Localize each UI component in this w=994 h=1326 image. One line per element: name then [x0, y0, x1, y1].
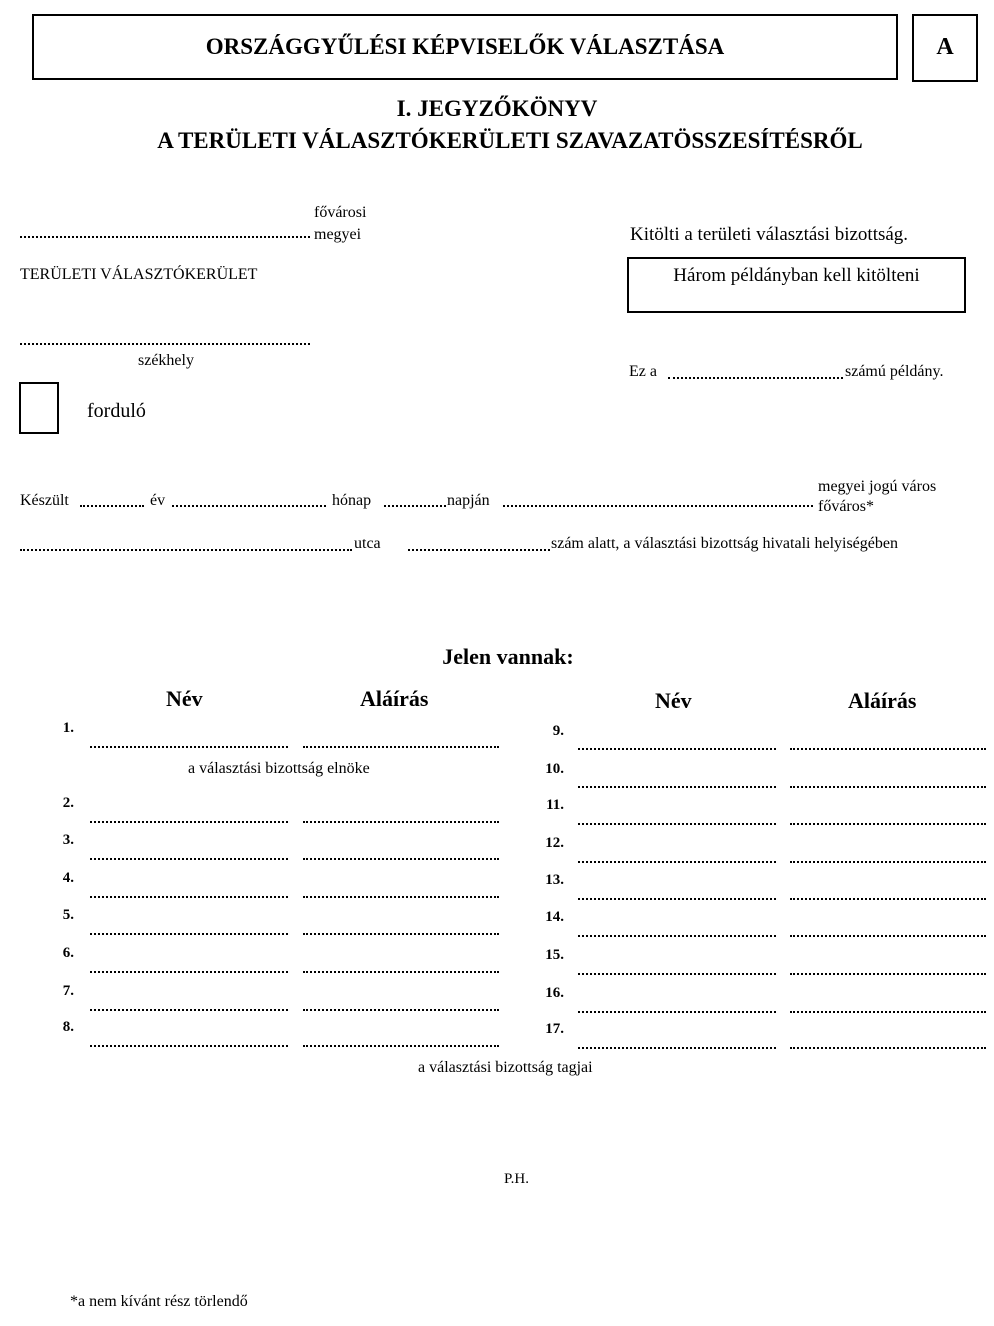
row-number: 4. — [62, 870, 74, 886]
present-heading: Jelen vannak: — [442, 644, 574, 669]
fordulo-label: forduló — [87, 400, 146, 422]
col-signature-left: Aláírás — [360, 686, 429, 711]
seat-dotted-line — [20, 343, 310, 345]
election-title-box — [32, 14, 898, 80]
name-line[interactable] — [578, 935, 776, 937]
signature-line[interactable] — [790, 973, 986, 975]
name-line[interactable] — [578, 861, 776, 863]
szekhely-label: székhely — [138, 352, 194, 369]
name-line[interactable] — [578, 973, 776, 975]
doc-title-line2: A TERÜLETI VÁLASZTÓKERÜLETI SZAVAZATÖSSZESÍTÉSRŐL — [157, 128, 863, 153]
signature-line[interactable] — [790, 786, 986, 788]
stamp-placeholder: P.H. — [504, 1171, 530, 1187]
fovaros-label: főváros* — [818, 498, 874, 515]
napjan-label: napján — [447, 492, 490, 509]
row-number: 8. — [62, 1019, 74, 1035]
row-number: 13. — [545, 872, 564, 888]
row-number: 15. — [545, 947, 564, 963]
signature-line[interactable] — [303, 896, 499, 898]
day-dotted-line — [384, 505, 446, 507]
doc-title-line1: I. JEGYZŐKÖNYV — [396, 96, 598, 121]
month-dotted-line — [172, 505, 326, 507]
signature-line[interactable] — [790, 861, 986, 863]
street-dotted-line — [20, 549, 352, 551]
name-line[interactable] — [578, 748, 776, 750]
row-number: 11. — [546, 797, 564, 813]
copy-number-dotted-line — [668, 377, 843, 379]
row-number: 12. — [545, 835, 564, 851]
copies-note-box — [627, 257, 966, 313]
fovarosi-label: fővárosi — [314, 204, 367, 221]
chair-caption: a választási bizottság elnöke — [188, 760, 370, 777]
row-number: 9. — [552, 723, 564, 739]
name-line[interactable] — [578, 823, 776, 825]
name-line[interactable] — [90, 1045, 288, 1047]
signature-line[interactable] — [790, 935, 986, 937]
signature-line[interactable] — [790, 748, 986, 750]
footnote: *a nem kívánt rész törlendő — [70, 1293, 248, 1310]
name-line[interactable] — [578, 1011, 776, 1013]
name-line[interactable] — [578, 898, 776, 900]
name-line[interactable] — [90, 933, 288, 935]
keszult-label: Készült — [20, 492, 69, 509]
row-number: 2. — [62, 795, 74, 811]
utca-label: utca — [354, 535, 381, 552]
row-number: 10. — [545, 761, 564, 777]
signature-line[interactable] — [303, 746, 499, 748]
signature-line[interactable] — [790, 1047, 986, 1049]
megyei-label: megyei — [314, 226, 362, 243]
members-caption: a választási bizottság tagjai — [418, 1059, 593, 1076]
col-name-right: Név — [655, 688, 692, 713]
megyei-jogu-label: megyei jogú város — [818, 478, 937, 495]
row-number: 17. — [545, 1021, 564, 1037]
name-line[interactable] — [90, 896, 288, 898]
signature-line[interactable] — [790, 823, 986, 825]
signature-line[interactable] — [303, 858, 499, 860]
name-line[interactable] — [90, 821, 288, 823]
row-number: 5. — [62, 907, 74, 923]
form-letter: A — [936, 34, 954, 60]
name-line[interactable] — [90, 1009, 288, 1011]
name-line[interactable] — [578, 1047, 776, 1049]
name-line[interactable] — [90, 858, 288, 860]
filled-by-note: Kitölti a területi választási bizottság. — [630, 224, 909, 245]
signature-line[interactable] — [303, 933, 499, 935]
signature-line[interactable] — [303, 1045, 499, 1047]
name-line[interactable] — [90, 971, 288, 973]
house-number-dotted-line — [408, 549, 550, 551]
signature-line[interactable] — [303, 971, 499, 973]
name-line[interactable] — [578, 786, 776, 788]
row-number: 14. — [545, 909, 564, 925]
col-signature-right: Aláírás — [848, 688, 917, 713]
election-title: ORSZÁGGYŰLÉSI KÉPVISELŐK VÁLASZTÁSA — [205, 34, 725, 59]
copy-prefix: Ez a — [629, 363, 657, 380]
row-number: 1. — [62, 720, 74, 736]
szam-alatt-label: szám alatt, a választási bizottság hivatali helyiségében — [551, 535, 898, 552]
signature-line[interactable] — [790, 898, 986, 900]
row-number: 6. — [62, 945, 74, 961]
col-name-left: Név — [166, 686, 203, 711]
copy-suffix: számú példány. — [845, 363, 944, 380]
signature-line[interactable] — [790, 1011, 986, 1013]
signature-line[interactable] — [303, 1009, 499, 1011]
county-dotted-line — [20, 236, 310, 238]
district-label: TERÜLETI VÁLASZTÓKERÜLET — [20, 266, 258, 283]
form-letter-box — [912, 14, 978, 82]
honap-label: hónap — [332, 492, 372, 509]
name-line[interactable] — [90, 746, 288, 748]
row-number: 7. — [62, 983, 74, 999]
year-dotted-line — [80, 505, 144, 507]
row-number: 3. — [62, 832, 74, 848]
signature-line[interactable] — [303, 821, 499, 823]
row-number: 16. — [545, 985, 564, 1001]
ev-label: év — [150, 492, 166, 509]
copies-note: Három példányban kell kitölteni — [673, 265, 920, 286]
city-dotted-line — [503, 505, 813, 507]
round-checkbox[interactable] — [19, 382, 59, 434]
